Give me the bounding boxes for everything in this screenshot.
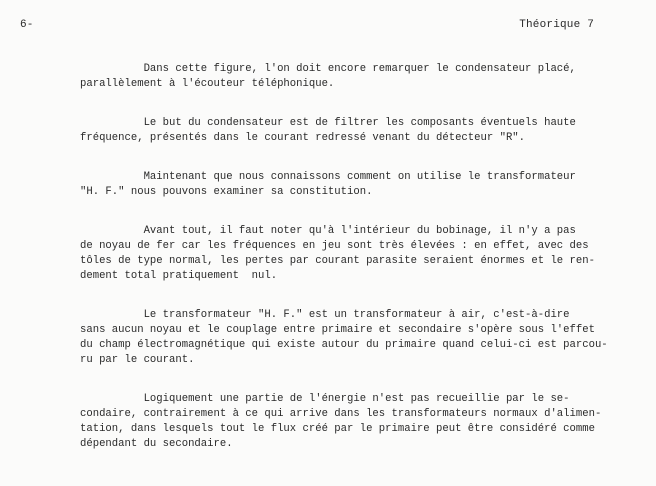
text-line: parallèlement à l'écouteur téléphonique.	[80, 78, 335, 90]
body-text	[80, 62, 608, 452]
text-line: Le transformateur "H. F." est un transformateur à air, c'est-à-dire	[80, 309, 570, 321]
text-line: ru par le courant.	[80, 354, 195, 366]
text-line: Logiquement une partie de l'énergie n'est pas recueillie par le se-	[80, 393, 570, 405]
text-line: dement total pratiquement nul.	[80, 270, 278, 282]
paragraph	[80, 392, 600, 452]
text-line: fréquence, présentés dans le courant redressé venant du détecteur "R".	[80, 132, 526, 144]
text-line: du champ électromagnétique qui existe autour du primaire quand celui-ci est parcou-	[80, 339, 608, 351]
text-line: condaire, contrairement à ce qui arrive dans les transformateurs normaux d'alimen-	[80, 408, 602, 420]
text-line: Dans cette figure, l'on doit encore remarquer le condensateur placé,	[80, 63, 576, 75]
text-line: Le but du condensateur est de filtrer les composants éventuels haute	[80, 117, 576, 129]
text-line: Maintenant que nous connaissons comment on utilise le transformateur	[80, 171, 576, 183]
paragraph	[80, 62, 600, 92]
paragraph	[80, 224, 600, 284]
page-header-right: Théorique 7	[519, 19, 594, 31]
paragraph	[80, 116, 600, 146]
text-line: Avant tout, il faut noter qu'à l'intérieur du bobinage, il n'y a pas	[80, 225, 576, 237]
text-line: sans aucun noyau et le couplage entre primaire et secondaire s'opère sous l'effet	[80, 324, 595, 336]
page-number-left: 6-	[20, 19, 34, 31]
text-line: dépendant du secondaire.	[80, 438, 233, 450]
text-line: "H. F." nous pouvons examiner sa constitution.	[80, 186, 373, 198]
text-line: tôles de type normal, les pertes par courant parasite seraient énormes et le ren-	[80, 255, 595, 267]
text-line: de noyau de fer car les fréquences en jeu sont très élevées : en effet, avec des	[80, 240, 589, 252]
text-line: tation, dans lesquels tout le flux créé par le primaire peut être considéré comme	[80, 423, 595, 435]
paragraph	[80, 170, 600, 200]
paragraph	[80, 308, 608, 368]
